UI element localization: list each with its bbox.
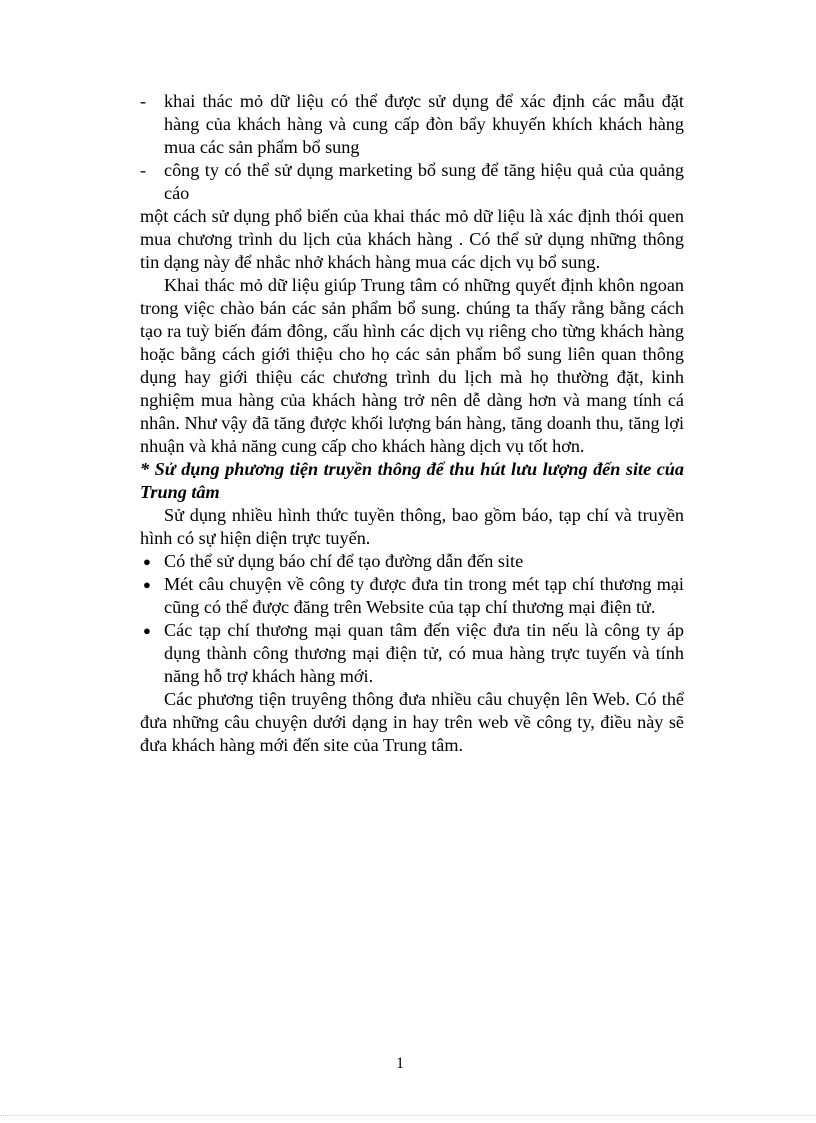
- bullet-marker: ●: [143, 623, 151, 638]
- dash-list-item: [140, 90, 684, 159]
- dash-marker: -: [140, 91, 147, 111]
- dash-marker: -: [140, 160, 147, 180]
- page-bottom-rule: [0, 1115, 816, 1116]
- paragraph-media-conclusion: Các phương tiện truyêng thông đưa nhiều câu chuyện lên Web. Có thể đưa những câu chuyện dưới dạng in hay trên web về công ty, điều này sẽ đưa khách hàng mới đến site của Trung tâm.: [140, 689, 684, 755]
- bullet-item-text: Mét câu chuyện về công ty được đưa tin trong mét tạp chí thương mại cũng có thể được đăng trên Website của tạp chí thương mại điện tử.: [164, 574, 684, 617]
- paragraph-data-mining-usage: một cách sử dụng phổ biến của khai thác mỏ dữ liệu là xác định thói quen mua chương trình du lịch của khách hàng . Có thể sử dụng những thông tin dạng này để nhắc nhở khách hàng mua các dịch vụ bổ sung.: [140, 206, 684, 272]
- bullet-item-text: Các tạp chí thương mại quan tâm đến việc đưa tin nếu là công ty áp dụng thành công thương mại điện tử, có mua hàng trực tuyến và tính năng hỗ trợ khách hàng mới.: [164, 620, 684, 686]
- page-number: 1: [396, 1055, 404, 1072]
- paragraph-data-mining-benefits: Khai thác mỏ dữ liệu giúp Trung tâm có những quyết định khôn ngoan trong việc chào bán các sản phẩm bổ sung. chúng ta thấy rằng bằng cách tạo ra tuỳ biến đám đông, cấu hình các dịch vụ riêng cho từng khách hàng hoặc bằng cách giới thiệu cho họ các sản phẩm bổ sung liên quan thông dụng hay giới thiệu các chương trình du lịch mà họ thường đặt, kinh nghiệm mua hàng của khách hàng trở nên dễ dàng hơn và mang tính cá nhân. Như vậy đã tăng được khối lượng bán hàng, tăng doanh thu, tăng lợi nhuận và khả năng cung cấp cho khách hàng dịch vụ tốt hơn.: [140, 275, 684, 456]
- section-heading: * Sử dụng phương tiện truyền thông để thu hút lưu lượng đến site của Trung tâm: [140, 459, 684, 502]
- bullet-marker: ●: [143, 554, 151, 569]
- dash-item-text: công ty có thể sử dụng marketing bổ sung để tăng hiệu quả của quảng cáo: [164, 160, 684, 203]
- page-body: [140, 90, 684, 757]
- bullet-item-text: Có thể sử dụng báo chí để tạo đường dẫn đến site: [164, 551, 524, 571]
- paragraph-media-intro: Sử dụng nhiều hình thức tuyền thông, bao gồm báo, tạp chí và truyền hình có sự hiện diện trực tuyến.: [140, 505, 684, 548]
- bullet-list-item: [140, 550, 684, 573]
- bullet-list-item: [140, 573, 684, 619]
- dash-item-text: khai thác mỏ dữ liệu có thể được sử dụng để xác định các mẫu đặt hàng của khách hàng và cung cấp đòn bẩy khuyến khích khách hàng mua các sản phẩm bổ sung: [164, 91, 684, 157]
- dash-list-item: [140, 159, 684, 205]
- bullet-list-item: [140, 619, 684, 688]
- bullet-marker: ●: [143, 577, 151, 592]
